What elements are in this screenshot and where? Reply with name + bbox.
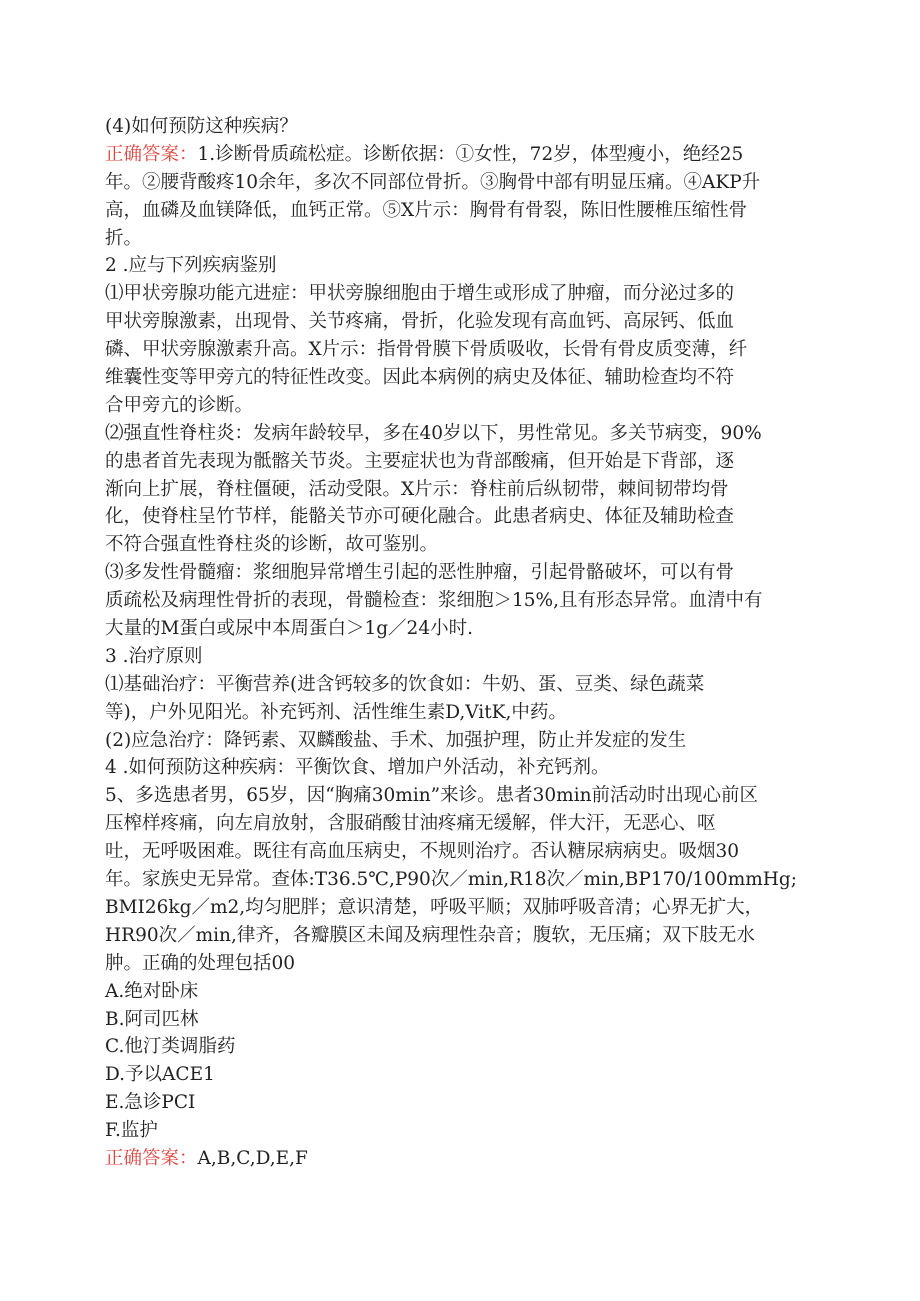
text-line: 5、多选患者男，65岁，因“胸痛30min”来诊。患者30min前活动时出现心前区	[105, 785, 759, 807]
text-line: 年。②腰背酸疼10余年，多次不同部位骨折。③胸骨中部有明显压痛。④AKP升	[105, 171, 761, 193]
text-line: ⑴甲状旁腺功能亢进症：甲状旁腺细胞由于增生或形成了肿瘤，而分泌过多的	[105, 283, 735, 305]
text-line: 不符合强直性脊柱炎的诊断，故可鉴别。	[105, 534, 439, 556]
text-line: 折。	[105, 227, 143, 249]
option-item: E.急诊PCI	[105, 1092, 196, 1114]
answer-line	[105, 141, 825, 169]
text-line: ⑶多发性骨髓瘤：浆细胞异常增生引起的恶性肿瘤，引起骨骼破坏，可以有骨	[105, 562, 735, 584]
text-line: 3 .治疗原则	[105, 645, 203, 667]
answer-line	[105, 1145, 825, 1173]
option-item: D.予以ACE1	[105, 1064, 215, 1086]
text-line: 磷、甲状旁腺激素升高。X片示：指骨骨膜下骨质吸收，长骨有骨皮质变薄，纤	[105, 339, 748, 361]
text-line: 维囊性变等甲旁亢的特征性改变。因此本病例的病史及体征、辅助检查均不符	[105, 367, 735, 389]
answer-label: 正确答案：	[105, 143, 198, 165]
text-line: 的患者首先表现为骶髂关节炎。主要症状也为背部酸痛，但开始是下背部，逐	[105, 450, 735, 472]
question-line: (4)如何预防这种疾病？	[105, 116, 298, 137]
option-item: F.监护	[105, 1120, 158, 1142]
text-line: ⑴基础治疗：平衡营养(进含钙较多的饮食如：牛奶、蛋、豆类、绿色蔬菜	[105, 673, 705, 695]
text-line: 高，血磷及血镁降低，血钙正常。⑤X片示：胸骨有骨裂，陈旧性腰椎压缩性骨	[105, 199, 748, 221]
text-line: 渐向上扩展，脊柱僵硬，活动受限。X片示：脊柱前后纵韧带，棘间韧带均骨	[105, 478, 729, 500]
text-line: 4 .如何预防这种疾病：平衡饮食、增加户外活动，补充钙剂。	[105, 757, 610, 779]
text-line: HR90次／min,律齐，各瓣膜区未闻及病理性杂音；腹软，无压痛；双下肢无水	[105, 924, 755, 946]
option-item: A.绝对卧床	[105, 980, 199, 1002]
document-body	[105, 113, 825, 1173]
text-line: ⑵强直性脊柱炎：发病年龄较早，多在40岁以下，男性常见。多关节病变，90%	[105, 422, 762, 444]
text-line: 化，使脊柱呈竹节样，能骼关节亦可硬化融合。此患者病史、体征及辅助检查	[105, 506, 735, 528]
text-line: 肿。正确的处理包括00	[105, 952, 296, 974]
answer-text: 1.诊断骨质疏松症。诊断依据：①女性，72岁，体型瘦小，绝经25	[197, 143, 744, 165]
answer-label: 正确答案：	[105, 1147, 198, 1169]
text-line: 2 .应与下列疾病鉴别	[105, 255, 277, 277]
text-line: BMI26kg／m2,均匀肥胖；意识清楚，呼吸平顺；双肺呼吸音清；心界无扩大，	[105, 896, 764, 918]
text-line: 质疏松及病理性骨折的表现，骨髓检查：浆细胞＞15%,且有形态异常。血清中有	[105, 590, 763, 612]
option-item: B.阿司匹林	[105, 1008, 199, 1030]
answer-text: A,B,C,D,E,F	[197, 1147, 308, 1169]
text-line: (2)应急治疗：降钙素、双麟酸盐、手术、加强护理，防止并发症的发生	[105, 729, 687, 751]
text-line: 甲状旁腺激素，出现骨、关节疼痛，骨折，化验发现有高血钙、高尿钙、低血	[105, 311, 735, 333]
text-line: 大量的M蛋白或尿中本周蛋白＞1g／24小时.	[105, 618, 473, 640]
text-line: 合甲旁亢的诊断。	[105, 394, 254, 416]
text-line: 吐，无呼吸困难。既往有高血压病史，不规则治疗。否认糖尿病病史。吸烟30	[105, 841, 740, 863]
text-line: 压榨样疼痛，向左肩放射，含服硝酸甘油疼痛无缓解，伴大汗，无恶心、呕	[105, 813, 716, 835]
text-line: 等)，户外见阳光。补充钙剂、活性维生素D,VitK,中药。	[105, 701, 567, 723]
option-item: C.他汀类调脂药	[105, 1036, 236, 1058]
text-line: 年。家族史无异常。查体:T36.5℃,P90次／min,R18次／min,BP170/100mmHg;	[105, 869, 797, 891]
